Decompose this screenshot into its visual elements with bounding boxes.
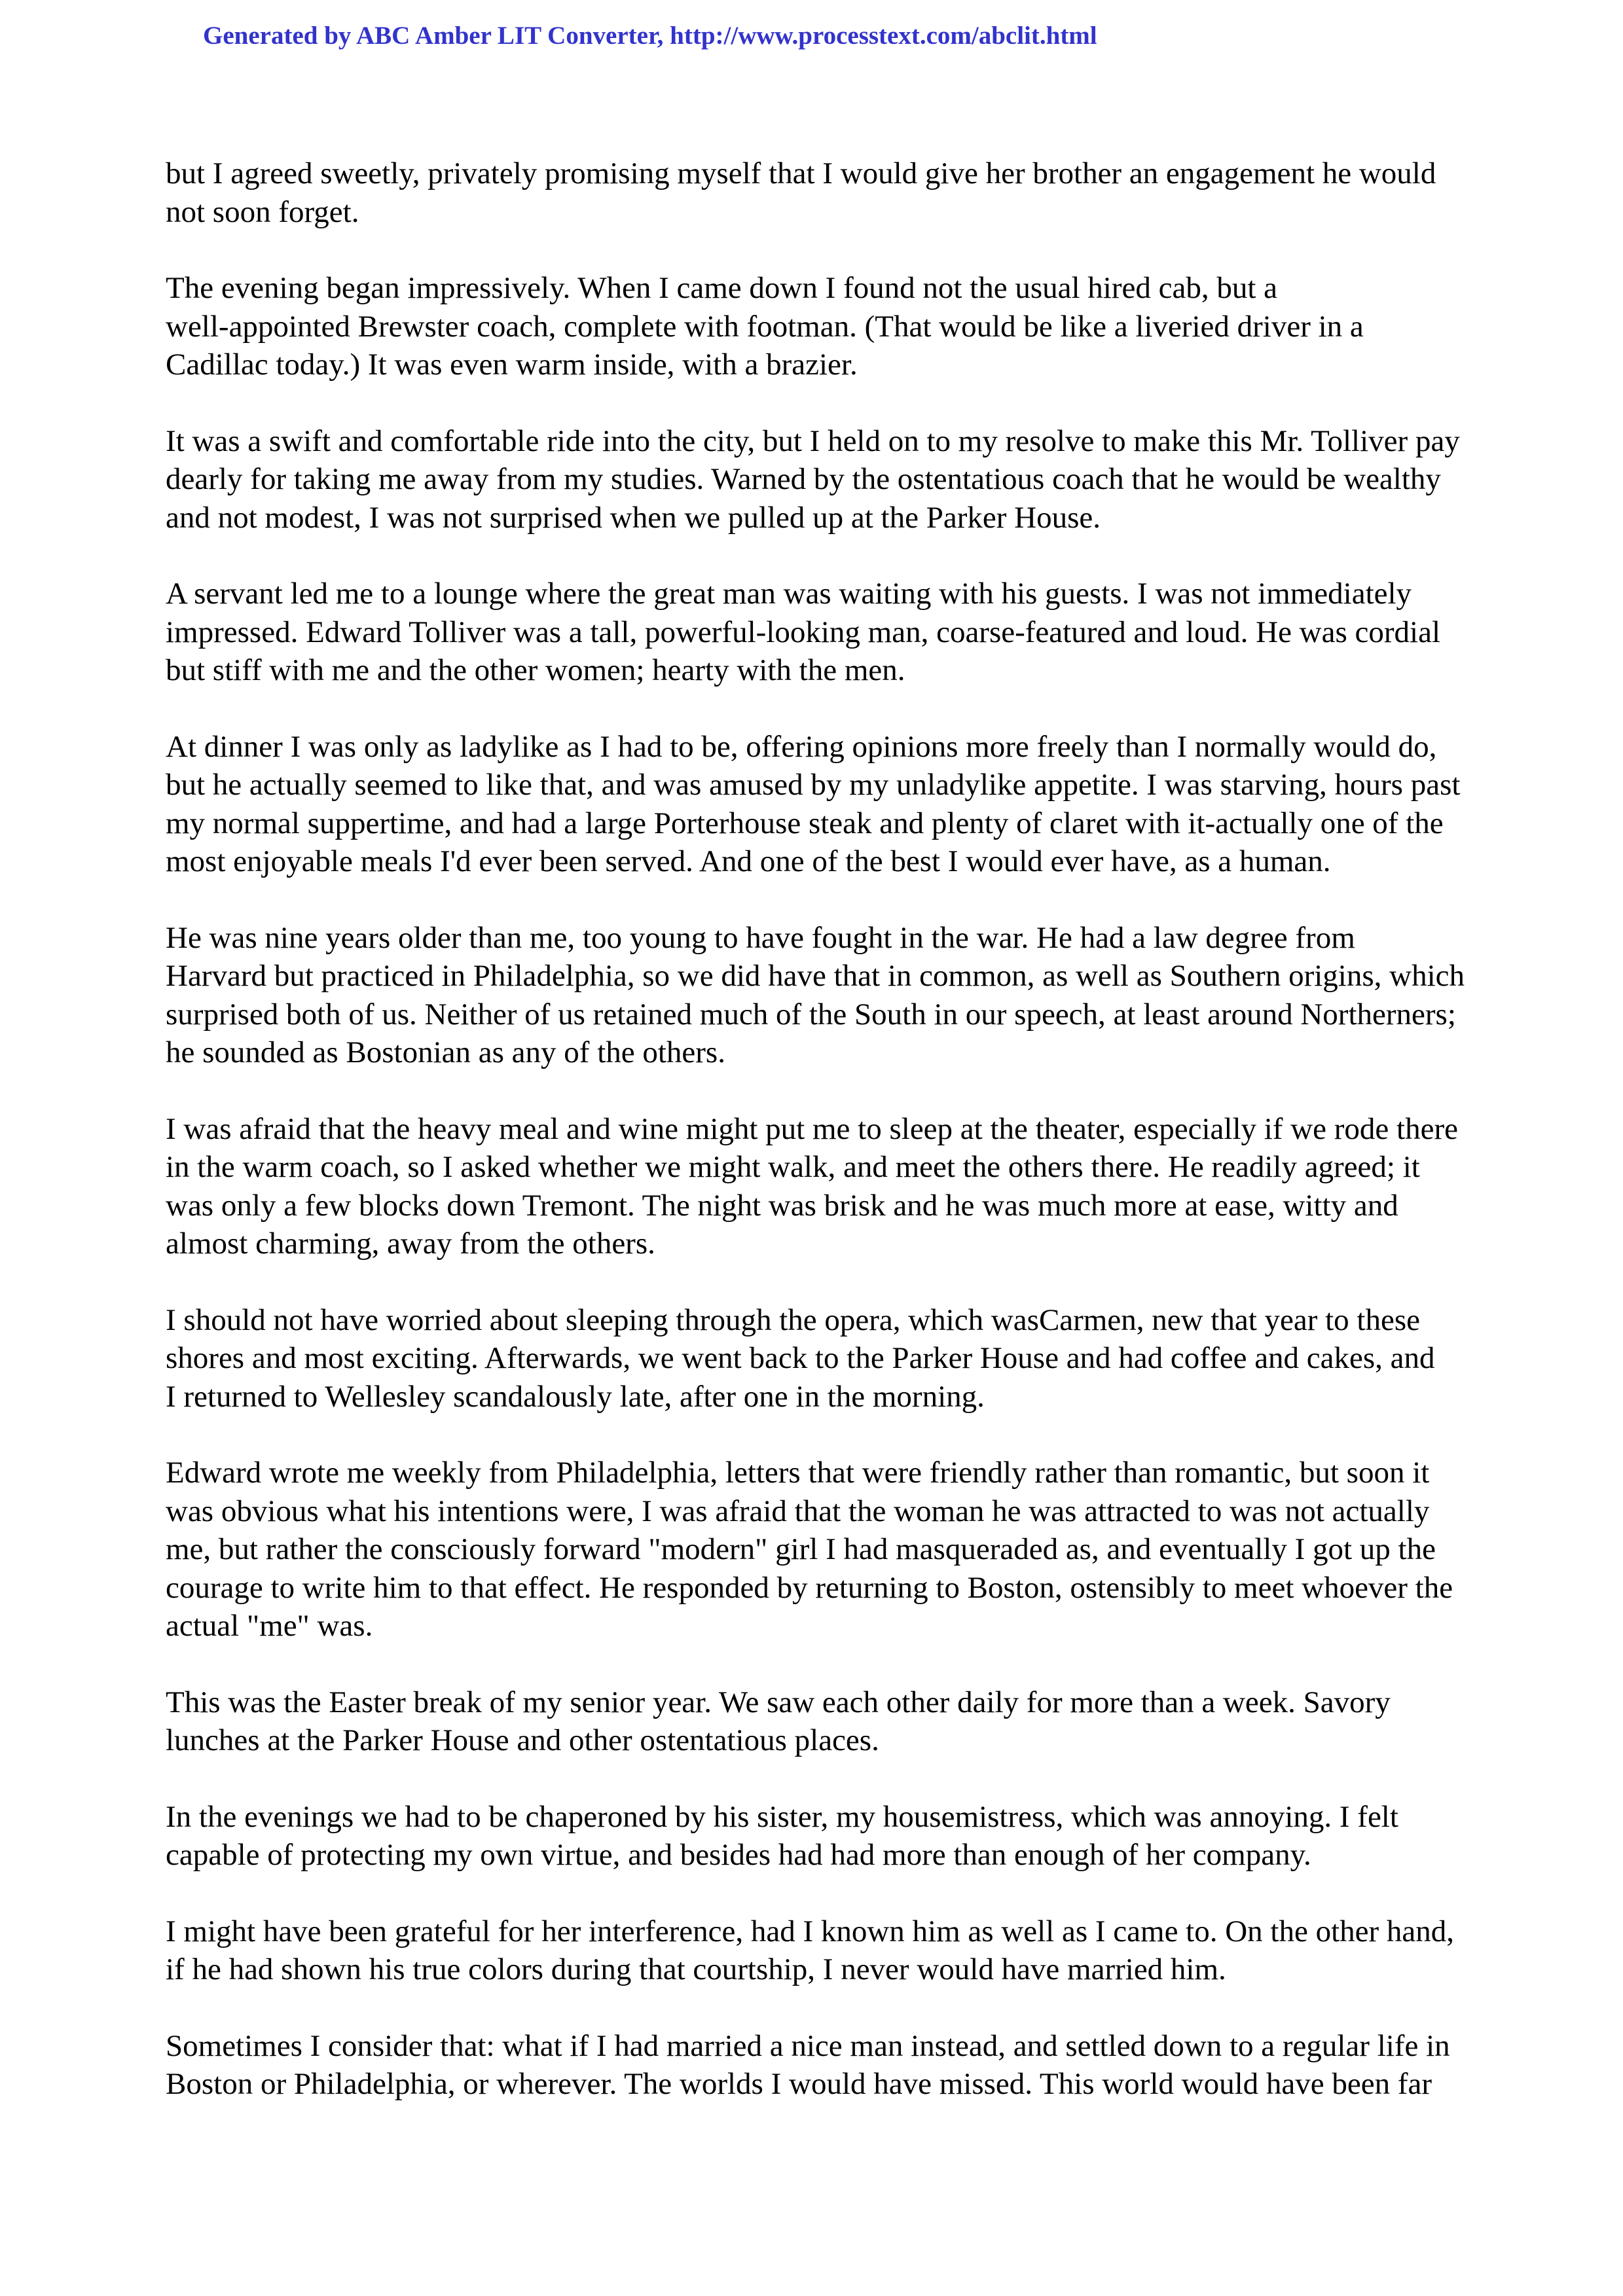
text-line: surprised both of us. Neither of us retained much of the South in our speech, at least around Northerners; bbox=[166, 997, 1456, 1031]
paragraph bbox=[166, 1683, 1482, 1760]
text-line: but stiff with me and the other women; hearty with the men. bbox=[166, 653, 905, 687]
text-line: if he had shown his true colors during that courtship, I never would have married him. bbox=[166, 1952, 1226, 1986]
text-line: he sounded as Bostonian as any of the others. bbox=[166, 1035, 725, 1069]
paragraph bbox=[166, 269, 1482, 384]
paragraph bbox=[166, 1110, 1482, 1263]
paragraph bbox=[166, 919, 1482, 1072]
text-line: me, but rather the consciously forward "modern" girl I had masqueraded as, and eventually I got up the bbox=[166, 1532, 1436, 1566]
paragraph bbox=[166, 422, 1482, 537]
text-line: I returned to Wellesley scandalously late, after one in the morning. bbox=[166, 1379, 985, 1414]
paragraph bbox=[166, 2027, 1482, 2104]
text-line: and not modest, I was not surprised when we pulled up at the Parker House. bbox=[166, 500, 1101, 535]
text-line: courage to write him to that effect. He responded by returning to Boston, ostensibly to meet whoever the bbox=[166, 1570, 1453, 1605]
text-line: Cadillac today.) It was even warm inside, with a brazier. bbox=[166, 348, 858, 382]
text-line: In the evenings we had to be chaperoned by his sister, my housemistress, which was annoying. I felt bbox=[166, 1799, 1398, 1834]
text-line: Harvard but practiced in Philadelphia, so we did have that in common, as well as Southern origins, which bbox=[166, 959, 1465, 993]
text-line: shores and most exciting. Afterwards, we went back to the Parker House and had coffee and cakes, and bbox=[166, 1341, 1435, 1375]
text-line: but I agreed sweetly, privately promising myself that I would give her brother an engagement he would bbox=[166, 156, 1436, 190]
converter-banner: Generated by ABC Amber LIT Converter, http://www.processtext.com/abclit.html bbox=[203, 22, 1097, 50]
paragraph bbox=[166, 1798, 1482, 1874]
text-line: Boston or Philadelphia, or wherever. The worlds I would have missed. This world would have been far bbox=[166, 2067, 1432, 2101]
text-line: most enjoyable meals I'd ever been served. And one of the best I would ever have, as a human. bbox=[166, 844, 1331, 878]
text-line: Sometimes I consider that: what if I had married a nice man instead, and settled down to a regular life in bbox=[166, 2028, 1450, 2063]
paragraph bbox=[166, 1454, 1482, 1645]
text-line: but he actually seemed to like that, and was amused by my unladylike appetite. I was starving, hours past bbox=[166, 768, 1461, 802]
text-line: He was nine years older than me, too young to have fought in the war. He had a law degree from bbox=[166, 920, 1355, 955]
text-line: in the warm coach, so I asked whether we might walk, and meet the others there. He readily agreed; it bbox=[166, 1150, 1420, 1184]
text-line: impressed. Edward Tolliver was a tall, powerful-looking man, coarse-featured and loud. He was cordial bbox=[166, 615, 1441, 649]
text-line: my normal suppertime, and had a large Porterhouse steak and plenty of claret with it-actually one of the bbox=[166, 806, 1444, 840]
text-line: I was afraid that the heavy meal and wine might put me to sleep at the theater, especially if we rode there bbox=[166, 1111, 1458, 1146]
document-body bbox=[166, 154, 1482, 2142]
text-line: dearly for taking me away from my studies. Warned by the ostentatious coach that he would be wealthy bbox=[166, 462, 1441, 496]
text-line: This was the Easter break of my senior year. We saw each other daily for more than a week. Savory bbox=[166, 1685, 1391, 1719]
text-line: almost charming, away from the others. bbox=[166, 1227, 655, 1261]
text-line: lunches at the Parker House and other ostentatious places. bbox=[166, 1723, 879, 1757]
text-line: The evening began impressively. When I came down I found not the usual hired cab, but a bbox=[166, 271, 1278, 305]
text-line: Edward wrote me weekly from Philadelphia, letters that were friendly rather than romantic, but soon it bbox=[166, 1456, 1430, 1490]
paragraph bbox=[166, 728, 1482, 881]
text-line: was obvious what his intentions were, I was afraid that the woman he was attracted to was not actually bbox=[166, 1494, 1430, 1528]
paragraph bbox=[166, 575, 1482, 690]
text-line: not soon forget. bbox=[166, 194, 359, 229]
text-line: actual "me" was. bbox=[166, 1609, 373, 1643]
paragraph bbox=[166, 1301, 1482, 1416]
text-line: was only a few blocks down Tremont. The night was brisk and he was much more at ease, witty and bbox=[166, 1188, 1398, 1223]
text-line: I might have been grateful for her interference, had I known him as well as I came to. On the other hand, bbox=[166, 1914, 1455, 1948]
text-line: It was a swift and comfortable ride into the city, but I held on to my resolve to make this Mr. Tolliver pay bbox=[166, 423, 1460, 458]
text-line: well-appointed Brewster coach, complete with footman. (That would be like a liveried driver in a bbox=[166, 309, 1364, 344]
text-line: At dinner I was only as ladylike as I had to be, offering opinions more freely than I normally would do, bbox=[166, 729, 1437, 764]
text-line: capable of protecting my own virtue, and besides had had more than enough of her company. bbox=[166, 1838, 1311, 1872]
paragraph bbox=[166, 1912, 1482, 1989]
text-line: A servant led me to a lounge where the great man was waiting with his guests. I was not immediately bbox=[166, 577, 1412, 611]
paragraph bbox=[166, 154, 1482, 231]
text-line: I should not have worried about sleeping through the opera, which wasCarmen, new that year to these bbox=[166, 1302, 1421, 1337]
